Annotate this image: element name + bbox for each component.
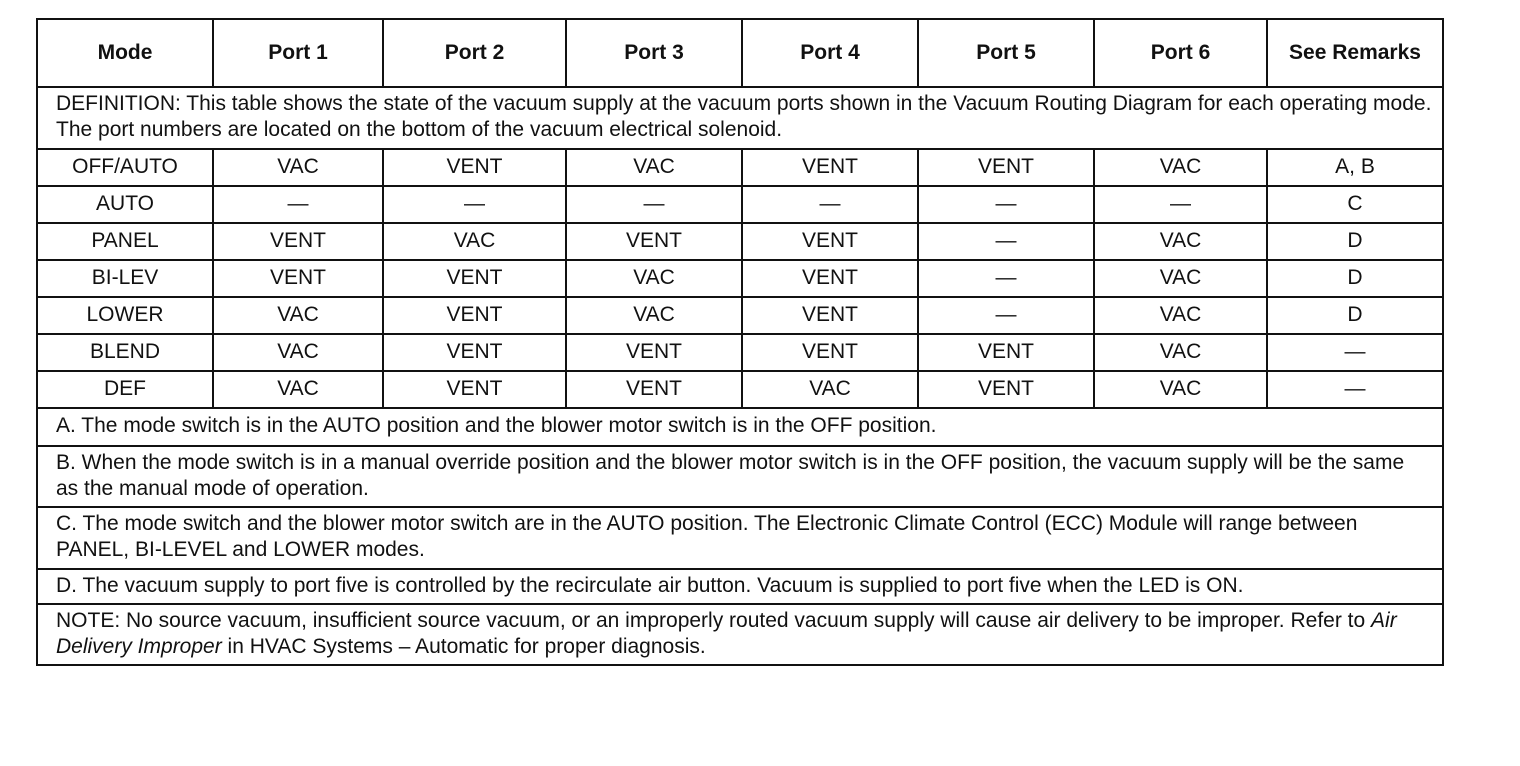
port-cell: VENT [742,149,918,186]
port-cell: VENT [742,260,918,297]
mode-cell: BI-LEV [37,260,213,297]
note-row [37,604,1443,666]
vacuum-port-table-wrapper [36,18,1442,666]
port-cell: VENT [383,334,566,371]
port-cell: VENT [918,334,1094,371]
port-cell: VENT [918,371,1094,408]
table-row [37,186,1443,223]
mode-cell: OFF/AUTO [37,149,213,186]
port-cell: VAC [566,260,742,297]
table-row [37,260,1443,297]
port-cell: VENT [213,223,383,260]
port-cell: VAC [213,371,383,408]
header-row [37,19,1443,87]
port-cell: VAC [213,149,383,186]
note-text-before: NOTE: No source vacuum, insufficient source vacuum, or an improperly routed vacuum supply will cause air delivery to be improper. Refer to [56,608,1372,632]
port-cell: VENT [383,371,566,408]
port-cell: VAC [1094,297,1267,334]
definition-row [37,87,1443,149]
remarks-cell: — [1267,334,1443,371]
port-cell: — [383,186,566,223]
port-cell: VENT [918,149,1094,186]
port-cell: VENT [383,260,566,297]
header-port-1: Port 1 [213,19,383,87]
port-cell: VAC [566,149,742,186]
port-cell: VAC [566,297,742,334]
port-cell: VAC [213,334,383,371]
port-cell: — [566,186,742,223]
port-cell: VENT [742,223,918,260]
note-text-emphasis: Air Delivery Improper [56,608,1397,658]
mode-cell: BLEND [37,334,213,371]
table-row [37,149,1443,186]
port-cell: VENT [566,334,742,371]
remark-c-text: C. The mode switch and the blower motor switch are in the AUTO position. The Electronic Climate Control (ECC) Module will range between PANEL, BI-LEVEL and LOWER modes. [37,507,1443,569]
table-row [37,223,1443,260]
mode-cell: AUTO [37,186,213,223]
port-cell: VAC [383,223,566,260]
remarks-cell: D [1267,297,1443,334]
mode-cell: LOWER [37,297,213,334]
port-cell: VENT [213,260,383,297]
port-cell: VENT [383,149,566,186]
port-cell: VENT [742,297,918,334]
port-cell: — [213,186,383,223]
port-cell: — [742,186,918,223]
table-row [37,334,1443,371]
remarks-cell: — [1267,371,1443,408]
header-port-6: Port 6 [1094,19,1267,87]
mode-cell: DEF [37,371,213,408]
remarks-cell: D [1267,260,1443,297]
remark-b-row [37,446,1443,508]
header-port-4: Port 4 [742,19,918,87]
mode-cell: PANEL [37,223,213,260]
port-cell: VENT [383,297,566,334]
remark-d-row [37,569,1443,604]
port-cell: VAC [1094,260,1267,297]
port-cell: VAC [1094,371,1267,408]
port-cell: VAC [1094,334,1267,371]
header-port-2: Port 2 [383,19,566,87]
note-text-after: in HVAC Systems – Automatic for proper diagnosis. [221,635,706,658]
definition-text: DEFINITION: This table shows the state of the vacuum supply at the vacuum ports shown in the Vacuum Routing Diagram for each operating mode. The port numbers are located on the bottom of the vacuum electrical solenoid. [37,87,1443,149]
port-cell: VAC [1094,149,1267,186]
port-cell: VAC [213,297,383,334]
header-mode: Mode [37,19,213,87]
remark-a-row [37,408,1443,446]
note-text [37,604,1443,666]
port-cell: — [1094,186,1267,223]
remark-a-text: A. The mode switch is in the AUTO position and the blower motor switch is in the OFF position. [37,408,1443,446]
header-port-3: Port 3 [566,19,742,87]
port-cell: — [918,223,1094,260]
port-cell: VENT [742,334,918,371]
port-cell: — [918,260,1094,297]
remark-b-text: B. When the mode switch is in a manual override position and the blower motor switch is in the OFF position, the vacuum supply will be the same as the manual mode of operation. [37,446,1443,508]
port-cell: VAC [742,371,918,408]
remark-c-row [37,507,1443,569]
port-cell: VENT [566,223,742,260]
port-cell: VENT [566,371,742,408]
header-port-5: Port 5 [918,19,1094,87]
port-cell: — [918,186,1094,223]
vacuum-port-table [36,18,1444,666]
table-row [37,371,1443,408]
remarks-cell: D [1267,223,1443,260]
remark-d-text: D. The vacuum supply to port five is controlled by the recirculate air button. Vacuum is supplied to port five when the LED is ON. [37,569,1443,604]
port-cell: VAC [1094,223,1267,260]
header-see-remarks: See Remarks [1267,19,1443,87]
remarks-cell: A, B [1267,149,1443,186]
remarks-cell: C [1267,186,1443,223]
port-cell: — [918,297,1094,334]
table-row [37,297,1443,334]
